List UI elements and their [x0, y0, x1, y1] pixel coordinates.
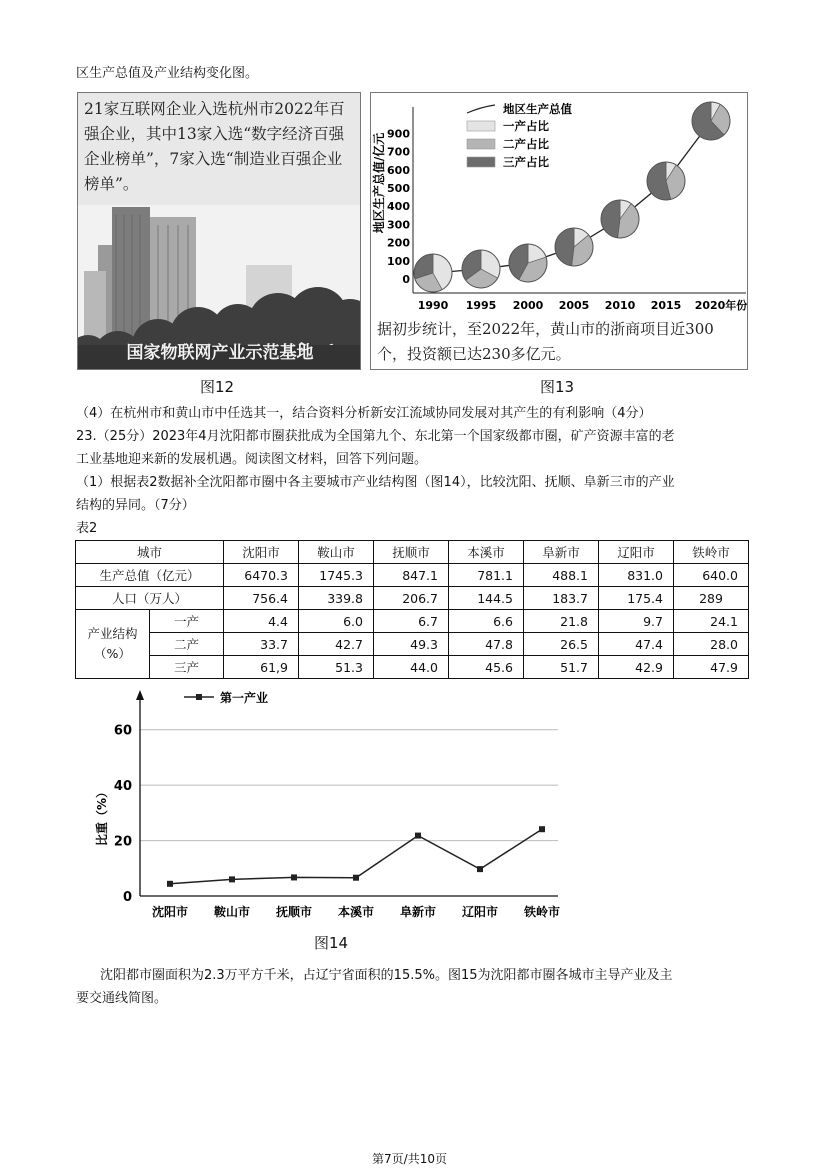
figure-13-ytick: 300 — [387, 218, 410, 232]
data-point — [539, 826, 545, 832]
x-tick-label: 辽阳市 — [461, 905, 499, 919]
table-header-cell: 沈阳市 — [224, 541, 299, 564]
table-cell: 6.7 — [374, 610, 449, 633]
structure-unit-text: （%） — [94, 646, 131, 661]
pie-chart — [555, 228, 593, 266]
table-header-row — [76, 541, 749, 564]
x-tick-label: 阜新市 — [399, 905, 437, 919]
table-header-cell: 本溪市 — [449, 541, 524, 564]
figure-13-note: 据初步统计，至2022年，黄山市的浙商项目近300个，投资额已达230多亿元。 — [377, 320, 714, 363]
figure-13-xtick: 2015 — [650, 299, 682, 312]
figure-13-ylabel: 地区生产总值/亿元 — [372, 132, 386, 234]
pie-slice — [555, 228, 574, 266]
table-row — [76, 633, 749, 656]
table-header-cell: 铁岭市 — [674, 541, 749, 564]
legend-label: 第一产业 — [220, 691, 269, 705]
pie-chart — [414, 254, 452, 292]
table-cell: 21.8 — [524, 610, 599, 633]
pie-chart — [692, 102, 730, 140]
question-23-line2: 工业基地迎来新的发展机遇。阅读图文材料，回答下列问题。 — [76, 452, 428, 467]
y-axis-label: 比重（%） — [95, 785, 109, 847]
legend-marker — [196, 694, 202, 700]
legend-line-marker — [467, 105, 495, 113]
table-cell: 47.9 — [674, 656, 749, 679]
table-cell: 175.4 — [599, 587, 674, 610]
table-cell: 42.7 — [299, 633, 374, 656]
figure-12-text: 21家互联网企业入选杭州市2022年百强企业，其中13家入选“数字经济百强企业榜单”，7家入选“制造业百强企业榜单”。 — [84, 100, 345, 193]
table-cell: 28.0 — [674, 633, 749, 656]
data-point — [167, 881, 173, 887]
figure-13-ytick: 0 — [402, 273, 410, 286]
table-header-cell: 阜新市 — [524, 541, 599, 564]
figure-12 — [77, 92, 361, 370]
data-point — [415, 833, 421, 839]
figure-13-ytick: 200 — [387, 236, 410, 250]
table-caption: 表2 — [76, 521, 98, 536]
table-cell: 640.0 — [674, 564, 749, 587]
figure-13-xtick: 2010 — [604, 299, 636, 312]
figure-14-label: 图14 — [314, 934, 349, 952]
table-cell: 6470.3 — [224, 564, 299, 587]
structure-label — [76, 610, 150, 679]
table-cell: 61,9 — [224, 656, 299, 679]
intro-line: 区生产总值及产业结构变化图。 — [76, 66, 259, 81]
question-23-1-line1: （1）根据表2数据补全沈阳都市圈中各主要城市产业结构图（图14），比较沈阳、抚顺、阜新三市的产业 — [76, 475, 675, 490]
table-cell: 49.3 — [374, 633, 449, 656]
pie-chart — [509, 244, 547, 282]
table-row — [76, 587, 749, 610]
table-cell: 6.6 — [449, 610, 524, 633]
figure-13-xtick: 1995 — [465, 299, 497, 312]
table-cell: 339.8 — [299, 587, 374, 610]
figure-13-xtick: 1990 — [417, 299, 449, 312]
legend-label: 一产占比 — [503, 119, 549, 133]
y-tick-label: 0 — [122, 890, 132, 905]
legend-label: 地区生产总值 — [503, 102, 572, 116]
figure-13-xtick: 2005 — [558, 299, 590, 312]
y-tick-label: 60 — [113, 723, 132, 739]
table-cell: 756.4 — [224, 587, 299, 610]
primary-label: 一产 — [150, 610, 224, 633]
figure-13-chart — [371, 93, 747, 315]
table-cell: 488.1 — [524, 564, 599, 587]
table-cell: 144.5 — [449, 587, 524, 610]
legend-swatch — [467, 121, 495, 131]
data-point — [353, 875, 359, 881]
table-cell: 45.6 — [449, 656, 524, 679]
y-tick-label: 40 — [113, 779, 132, 795]
table-cell: 206.7 — [374, 587, 449, 610]
legend-label: 二产占比 — [503, 137, 549, 151]
figure-13-xtick: 2020年份 — [694, 299, 747, 312]
table-cell: 47.8 — [449, 633, 524, 656]
x-tick-label: 铁岭市 — [523, 905, 561, 919]
figure-13-ytick: 900 — [387, 127, 410, 141]
question-4: （4）在杭州市和黄山市中任选其一，结合资料分析新安江流域协同发展对其产生的有利影响（4分） — [76, 406, 652, 421]
table-cell: 26.5 — [524, 633, 599, 656]
figure-12-label: 图12 — [200, 378, 235, 396]
tertiary-label: 三产 — [150, 656, 224, 679]
data-point — [291, 874, 297, 880]
figure-13-ytick: 100 — [387, 254, 410, 268]
paragraph-line1: 沈阳都市圈面积为2.3万平方千米，占辽宁省面积的15.5%。图15为沈阳都市圈各城市主导产业及主 — [100, 968, 673, 983]
question-23-line1: 23.（25分）2023年4月沈阳都市圈获批成为全国第九个、东北第一个国家级都市圈，矿产资源丰富的老 — [76, 429, 675, 444]
figure-13-xtick: 2000 — [512, 299, 544, 312]
paragraph-line2: 要交通线简图。 — [76, 991, 168, 1006]
figure-14-chart — [88, 688, 568, 928]
y-axis-arrow — [136, 690, 144, 700]
table-cell: 33.7 — [224, 633, 299, 656]
figure-13-ytick: 600 — [387, 163, 410, 177]
pop-label: 人口（万人） — [76, 587, 224, 610]
table-cell: 51.3 — [299, 656, 374, 679]
table-cell: 1745.3 — [299, 564, 374, 587]
table-cell: 44.0 — [374, 656, 449, 679]
table-cell: 781.1 — [449, 564, 524, 587]
table-cell: 51.7 — [524, 656, 599, 679]
figure-13-ytick: 700 — [387, 145, 410, 159]
pie-chart — [601, 200, 639, 238]
figure-13-ytick: 400 — [387, 200, 410, 214]
table-cell: 4.4 — [224, 610, 299, 633]
table-cell: 831.0 — [599, 564, 674, 587]
legend-swatch — [467, 157, 495, 167]
table-header-cell: 鞍山市 — [299, 541, 374, 564]
figure-13-ytick: 500 — [387, 182, 410, 195]
table-cell: 289 — [674, 587, 749, 610]
secondary-label: 二产 — [150, 633, 224, 656]
table-2 — [75, 540, 749, 679]
table-row — [76, 656, 749, 679]
table-header-cell: 辽阳市 — [599, 541, 674, 564]
pie-chart — [462, 250, 500, 288]
x-tick-label: 鞍山市 — [213, 905, 251, 919]
table-row — [76, 610, 749, 633]
question-23-1-line2: 结构的异同。（7分） — [76, 498, 195, 513]
table-cell: 42.9 — [599, 656, 674, 679]
pie-slice — [601, 200, 620, 238]
table-cell: 6.0 — [299, 610, 374, 633]
table-cell: 24.1 — [674, 610, 749, 633]
y-tick-label: 20 — [113, 834, 132, 850]
pie-chart — [647, 162, 685, 200]
structure-label-text: 产业结构 — [87, 626, 138, 641]
table-cell: 183.7 — [524, 587, 599, 610]
data-point — [229, 876, 235, 882]
page-footer: 第7页/共10页 — [372, 1152, 447, 1166]
x-tick-label: 沈阳市 — [151, 905, 189, 919]
figure-13-label: 图13 — [540, 378, 575, 396]
x-tick-label: 本溪市 — [337, 905, 375, 919]
figure-13 — [370, 92, 748, 370]
banner-text: 国家物联网产业示范基地 — [126, 343, 314, 363]
legend-label: 三产占比 — [503, 155, 549, 169]
table-header-cell: 城市 — [76, 541, 224, 564]
data-point — [477, 866, 483, 872]
legend-swatch — [467, 139, 495, 149]
gdp-label: 生产总值（亿元） — [76, 564, 224, 587]
table-row — [76, 564, 749, 587]
table-header-cell: 抚顺市 — [374, 541, 449, 564]
x-tick-label: 抚顺市 — [275, 905, 313, 919]
table-cell: 9.7 — [599, 610, 674, 633]
table-cell: 847.1 — [374, 564, 449, 587]
table-cell: 47.4 — [599, 633, 674, 656]
